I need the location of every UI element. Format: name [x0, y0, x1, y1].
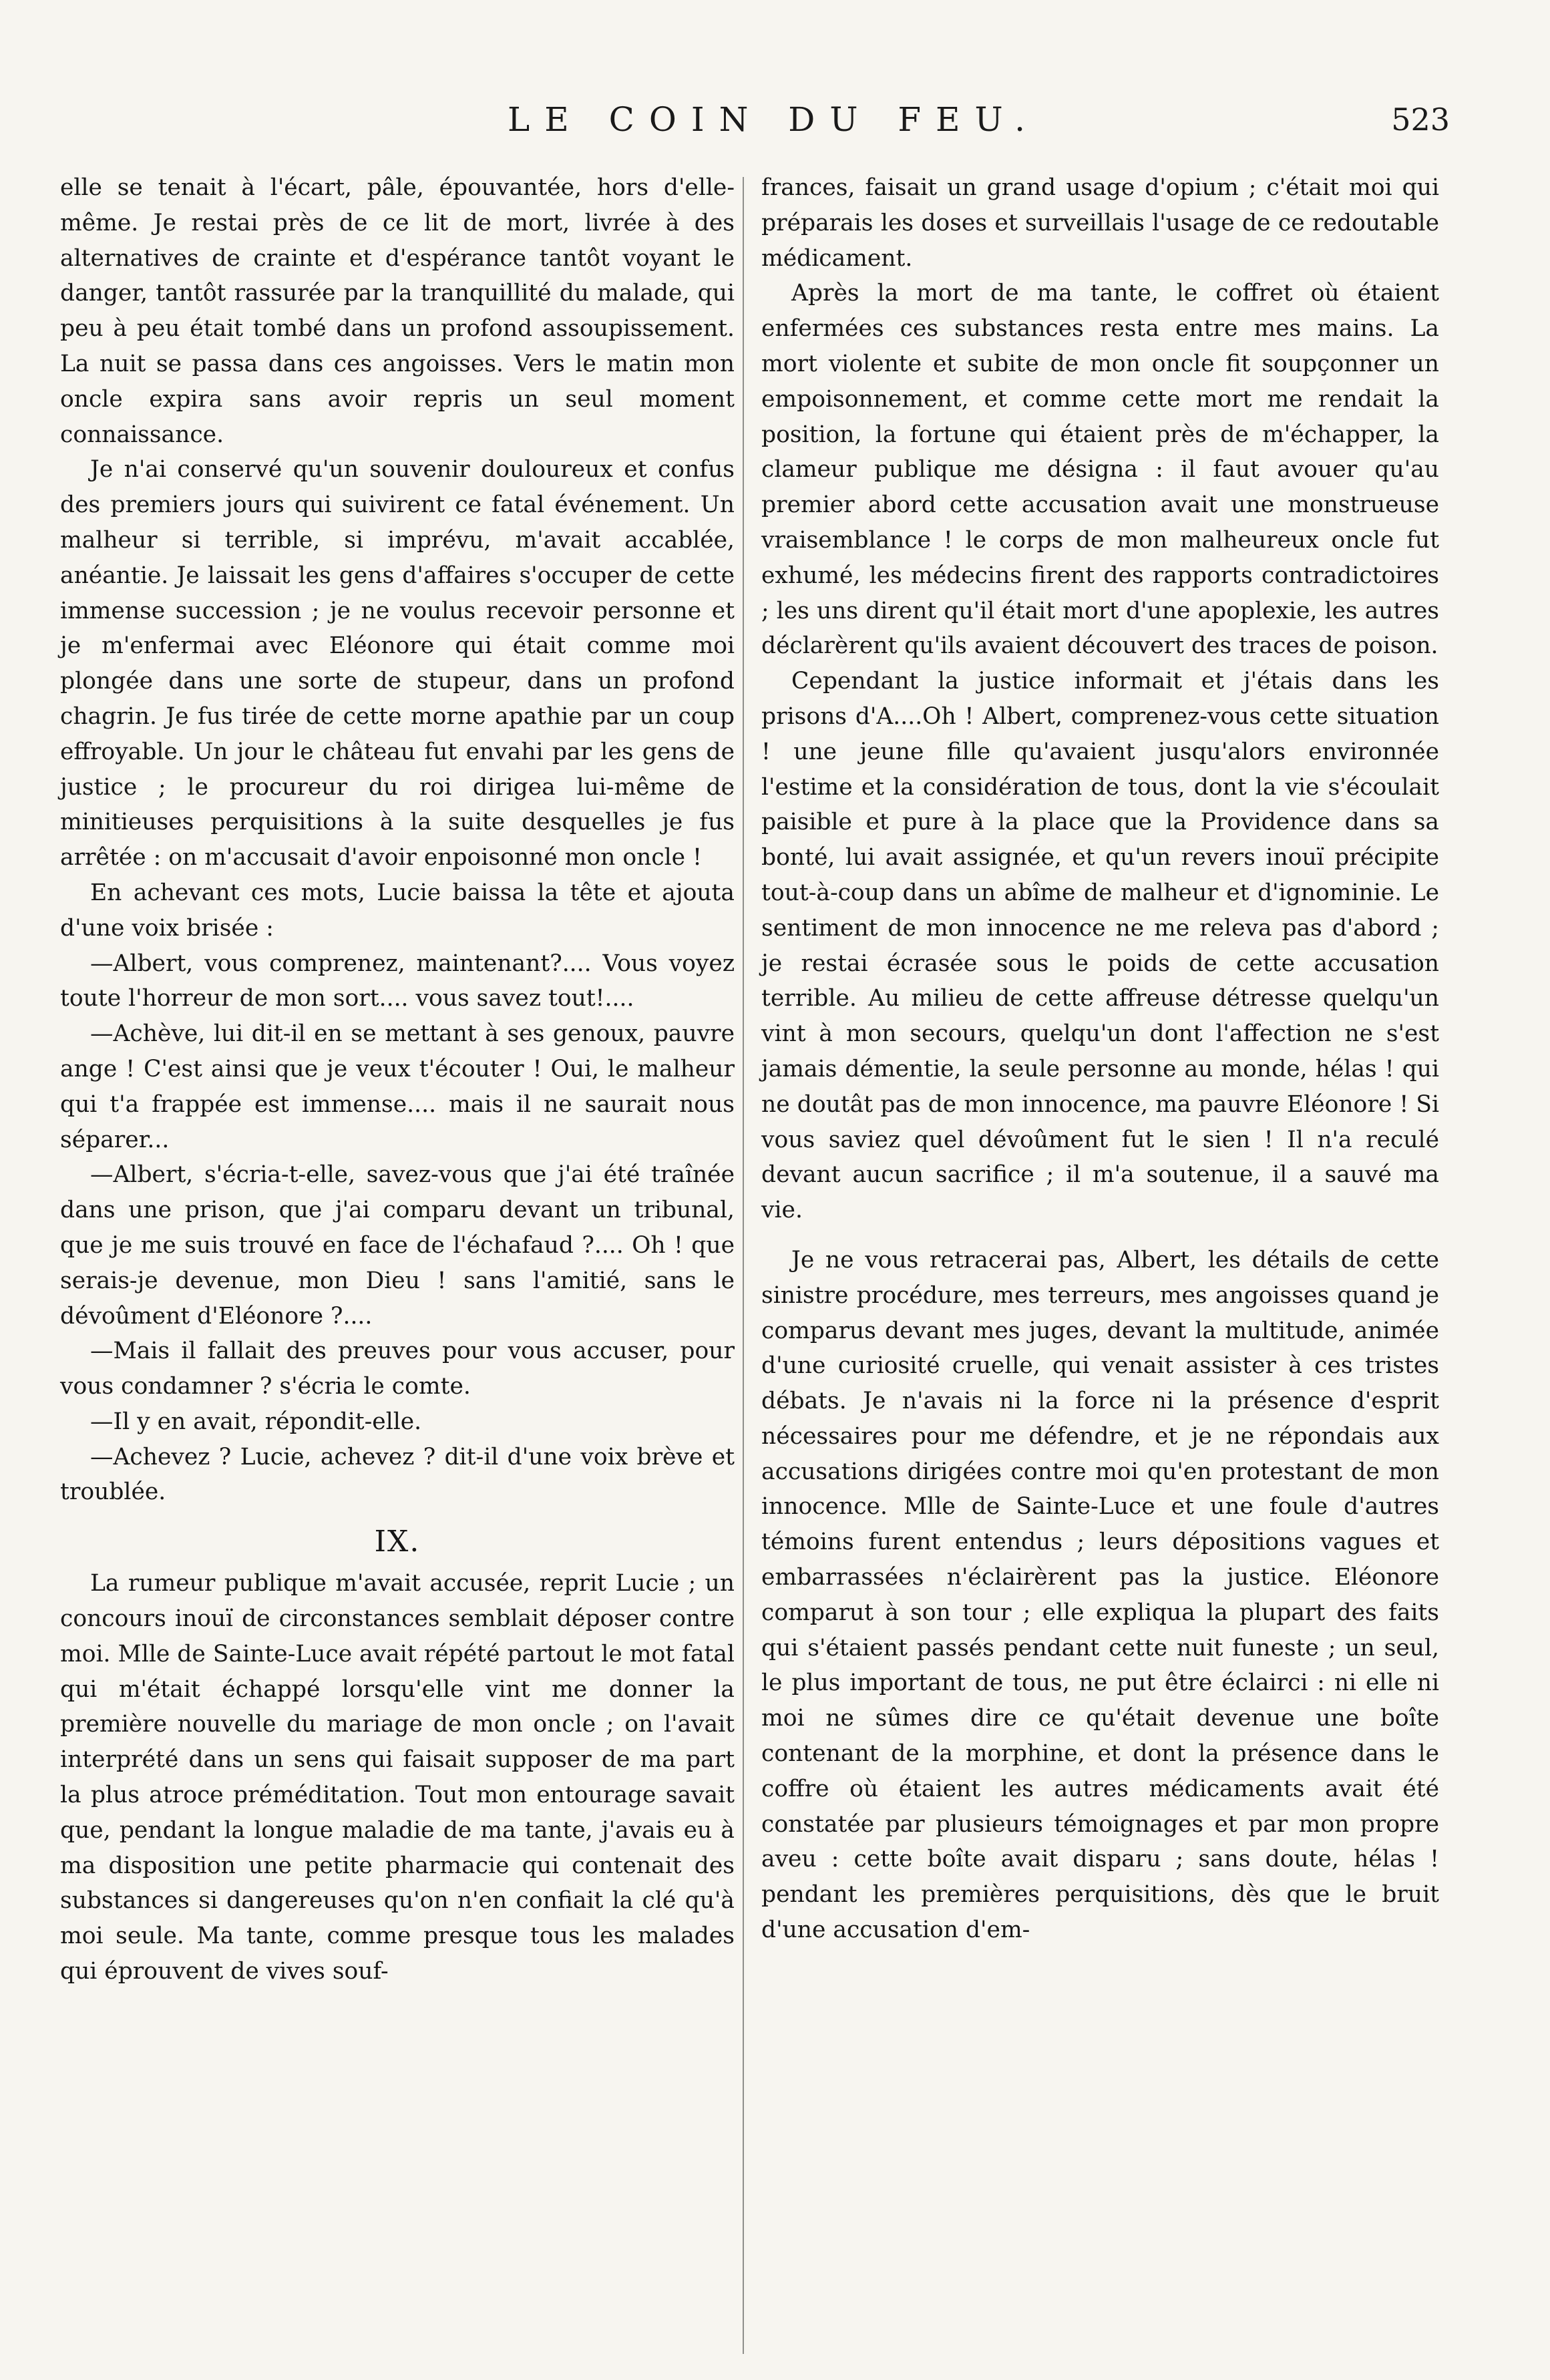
paragraph: Je n'ai conservé qu'un souvenir douloureux et confus des premiers jours qui suivirent ce fatal événement. Un malheur si terrible, si imprévu, m'avait accablée, anéantie. Je laissait les gens d'affaires s'occuper de cette immense succession ; je ne voulus recevoir personne et je m'enfermai avec Eléonore qui était comme moi plongée dans une sorte de stupeur, dans un profond chagrin. Je fus tirée de cette morne apathie par un coup effroyable. Un jour le château fut envahi par les gens de justice ; le procureur du roi dirigea lui-même de minitieuses perquisitions à la suite desquelles je fus arrêtée : on m'accusait d'avoir enpoisonné mon oncle ! — [60, 456, 735, 871]
column-divider — [743, 177, 744, 2354]
running-title: LE COIN DU FEU. — [508, 100, 1040, 139]
left-column — [60, 170, 735, 1989]
running-head — [0, 100, 1550, 154]
dialogue-line: —Achève, lui dit-il en se mettant à ses genoux, pauvre ange ! C'est ainsi que je veux t'écouter ! Oui, le malheur qui t'a frappée est immense.... mais il ne saurait nous séparer... — [60, 1020, 735, 1153]
dialogue-line: —Il y en avait, répondit-elle. — [90, 1408, 422, 1435]
paragraph: Je ne vous retracerai pas, Albert, les détails de cette sinistre procédure, mes terreurs, mes angoisses quand je comparus devant mes juges, devant la multitude, animée d'une curiosité cruelle, qui venait assister à ces tristes débats. Je n'avais ni la force ni la présence d'esprit nécessaires pour me défendre, et je ne répondais aux accusations dirigées contre moi qu'en protestant de mon innocence. Mlle de Sainte-Luce et une foule d'autres témoins furent entendus ; leurs dépositions vagues et embarrassées n'éclairèrent pas la justice. Eléonore comparut à son tour ; elle expliqua la plupart des faits qui s'étaient passés pendant cette nuit funeste ; un seul, le plus important de tous, ne put être éclairci : ni elle ni moi ne sûmes dire ce qu'était devenue une boîte contenant de la morphine, et dont la présence dans le coffre où étaient les autres médicaments avait été constatée par plusieurs témoignages et par mon propre aveu : cette boîte avait disparu ; sans doute, hélas ! pendant les premières perquisitions, dès que le bruit d'une accusation d'em- — [761, 1246, 1439, 1944]
paragraph: La rumeur publique m'avait accusée, reprit Lucie ; un concours inouï de circonstances semblait déposer contre moi. Mlle de Sainte-Luce avait répété partout le mot fatal qui m'était échappé lorsqu'elle vint me donner la première nouvelle du mariage de mon oncle ; on l'avait interprété dans un sens qui faisait supposer de ma part la plus atroce préméditation. Tout mon entourage savait que, pendant la longue maladie de ma tante, j'avais eu à ma disposition une petite pharmacie qui contenait des substances si dangereuses qu'on n'en confiait la clé qu'à moi seule. Ma tante, comme presque tous les malades qui éprouvent de vives souf- — [60, 1570, 735, 1985]
paragraph: elle se tenait à l'écart, pâle, épouvantée, hors d'elle-même. Je restai près de ce lit de mort, livrée à des alternatives de crainte et d'espérance tantôt voyant le danger, tantôt rassurée par la tranquillité du malade, qui peu à peu était tombé dans un profond assoupissement. La nuit se passa dans ces angoisses. Vers le matin mon oncle expira sans avoir repris un seul moment connaissance. — [60, 174, 735, 448]
paragraph: frances, faisait un grand usage d'opium ; c'était moi qui préparais les doses et surveillais l'usage de ce redoutable médicament. — [761, 174, 1439, 272]
paragraph: Cependant la justice informait et j'étais dans les prisons d'A....Oh ! Albert, comprenez-vous cette situation ! une jeune fille qu'avaient jusqu'alors environnée l'estime et la considération de tous, dont la vie s'écoulait paisible et pure à la place que la Providence dans sa bonté, lui avait assignée, et qu'un revers inouï précipite tout-à-coup dans un abîme de malheur et d'ignominie. Le sentiment de mon innocence ne me releva pas d'abord ; je restai écrasée sous le poids de cette accusation terrible. Au milieu de cette affreuse détresse quelqu'un vint à mon secours, quelqu'un dont l'affection ne s'est jamais démentie, la seule personne au monde, hélas ! qui ne doutât pas de mon innocence, ma pauvre Eléonore ! Si vous saviez quel dévoûment fut le sien ! Il n'a reculé devant aucun sacrifice ; il m'a soutenue, il a sauvé ma vie. — [761, 668, 1439, 1224]
right-column — [761, 170, 1439, 1948]
dialogue-line: —Albert, s'écria-t-elle, savez-vous que j'ai été traînée dans une prison, que j'ai comparu devant un tribunal, que je me suis trouvé en face de l'échafaud ?.... Oh ! que serais-je devenue, mon Dieu ! sans l'amitié, sans le dévoûment d'Eléonore ?.... — [60, 1161, 735, 1330]
page-number: 523 — [1391, 102, 1450, 138]
dialogue-line: —Mais il fallait des preuves pour vous accuser, pour vous condamner ? s'écria le comte. — [60, 1338, 735, 1400]
paragraph-spacer — [761, 1228, 1439, 1243]
paragraph: En achevant ces mots, Lucie baissa la tête et ajouta d'une voix brisée : — [60, 879, 735, 942]
paragraph: Après la mort de ma tante, le coffret où étaient enfermées ces substances resta entre mes mains. La mort violente et subite de mon oncle fit soupçonner un empoisonnement, et comme cette mort me rendait la position, la fortune qui étaient près de m'échapper, la clameur publique me désigna : il faut avouer qu'au premier abord cette accusation avait une monstrueuse vraisemblance ! le corps de mon malheureux oncle fut exhumé, les médecins firent des rapports contradictoires ; les uns dirent qu'il était mort d'une apoplexie, les autres déclarèrent qu'ils avaient découvert des traces de poison. — [761, 280, 1439, 660]
section-heading: IX. — [374, 1525, 421, 1559]
dialogue-line: —Achevez ? Lucie, achevez ? dit-il d'une voix brève et troublée. — [60, 1443, 735, 1506]
dialogue-line: —Albert, vous comprenez, maintenant?.... Vous voyez toute l'horreur de mon sort.... vous savez tout!.... — [60, 950, 735, 1012]
